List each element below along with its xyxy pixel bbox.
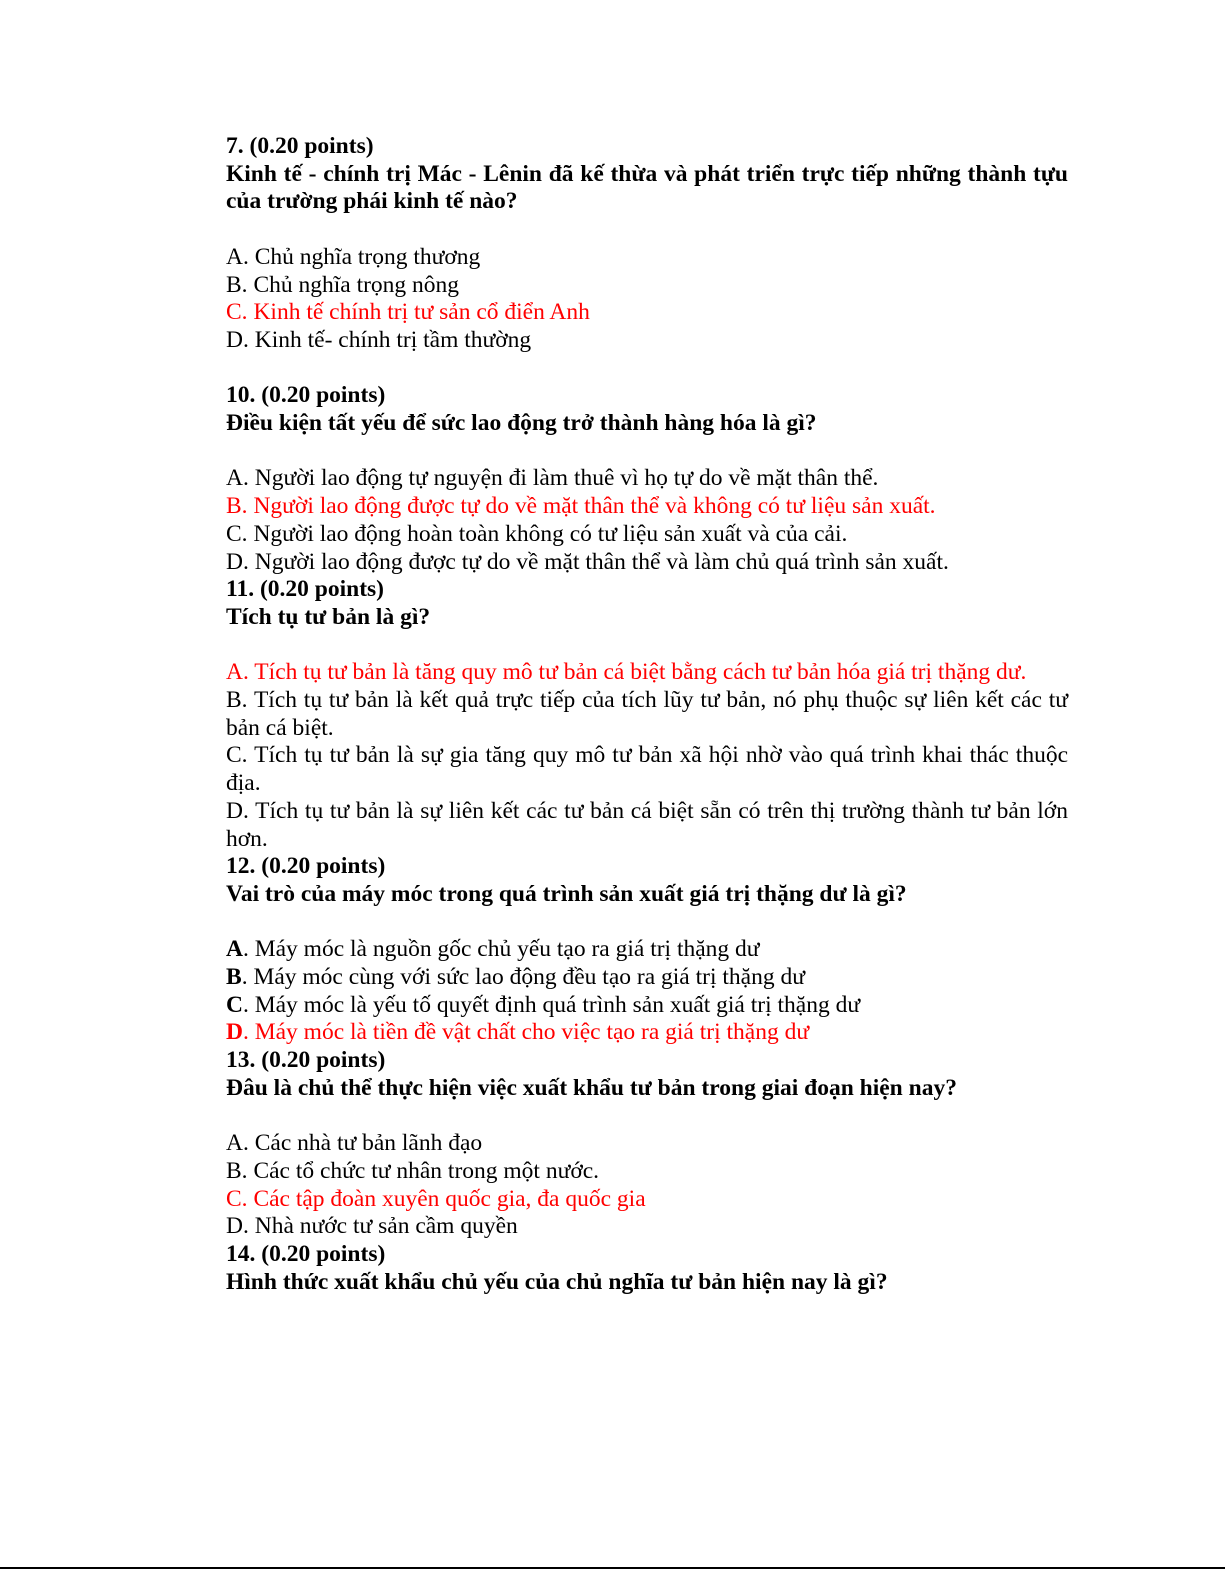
answer-option [226, 798, 1068, 853]
option-text: . Máy móc cùng với sức lao động đều tạo ra giá trị thặng dư [241, 964, 805, 991]
question-text: Vai trò của máy móc trong quá trình sản xuất giá trị thặng dư là gì? [226, 880, 907, 907]
question-text: Điều kiện tất yếu để sức lao động trở thành hàng hóa là gì? [226, 410, 817, 436]
answer-option-correct [226, 1186, 1068, 1214]
spacer [226, 438, 1068, 466]
option-text: Các tập đoàn xuyên quốc gia, đa quốc gia [247, 1185, 646, 1212]
question-header: 7. (0.20 points) [226, 133, 374, 159]
option-letter: A [226, 936, 243, 963]
answer-option [226, 992, 1068, 1020]
answer-option-correct [226, 493, 1068, 521]
answer-option [226, 964, 1068, 992]
option-letter: D. [226, 326, 249, 353]
answer-option [226, 465, 1068, 493]
option-letter: A. [226, 659, 249, 686]
answer-option [226, 521, 1068, 549]
option-letter: D. [226, 548, 249, 575]
option-letter: C [226, 991, 243, 1018]
answer-option [226, 549, 1068, 577]
spacer [226, 632, 1068, 660]
question-block [226, 382, 1068, 576]
option-text: Chủ nghĩa trọng thương [248, 243, 481, 270]
question-header: 11. (0.20 points) [226, 576, 384, 603]
option-text: Người lao động được tự do về mặt thân thể và không có tư liệu sản xuất. [247, 493, 936, 520]
question-block [226, 853, 1068, 1047]
option-letter: A. [226, 465, 249, 492]
option-text: Người lao động tự nguyện đi làm thuê vì họ tự do về mặt thân thể. [248, 465, 879, 492]
answer-option-correct [226, 299, 1068, 327]
option-text: Tích tụ tư bản là tăng quy mô tư bản cá biệt bằng cách tư bản hóa giá trị thặng dư. [248, 659, 1027, 686]
option-letter: B. [226, 493, 248, 520]
option-text: Tích tụ tư bản là sự liên kết các tư bản cá biệt sẵn có trên thị trường thành tư bản lớn hơn. [226, 797, 1068, 852]
question-text: Kinh tế - chính trị Mác - Lênin đã kế thừa và phát triển trực tiếp những thành tựu của trường phái kinh tế nào? [226, 160, 1068, 215]
question-text: Tích tụ tư bản là gì? [226, 603, 431, 630]
option-text: Người lao động hoàn toàn không có tư liệu sản xuất và của cải. [247, 520, 848, 547]
answer-option [226, 327, 1068, 355]
answer-option [226, 742, 1068, 797]
page-bottom-rule [0, 1567, 1225, 1569]
option-text: Tích tụ tư bản là sự gia tăng quy mô tư bản xã hội nhờ vào quá trình khai thác thuộc địa. [226, 742, 1068, 797]
option-letter: B [226, 964, 242, 991]
option-letter: B. [226, 1157, 248, 1184]
question-block [226, 133, 1068, 382]
option-letter: C. [226, 1185, 248, 1212]
question-header: 10. (0.20 points) [226, 382, 386, 409]
quiz-document [226, 133, 1068, 1296]
option-letter: A. [226, 1130, 249, 1157]
option-text: . Máy móc là nguồn gốc chủ yếu tạo ra giá trị thặng dư [242, 936, 760, 963]
option-text: Chủ nghĩa trọng nông [247, 271, 460, 298]
option-text: Tích tụ tư bản là kết quả trực tiếp của tích lũy tư bản, nó phụ thuộc sự liên kết các tư bản cá biệt. [226, 687, 1068, 741]
option-text: Nhà nước tư sản cầm quyền [248, 1213, 518, 1240]
option-letter: C. [226, 520, 248, 547]
answer-option [226, 272, 1068, 300]
answer-option [226, 1213, 1068, 1241]
option-letter: B. [226, 271, 248, 298]
option-text: Kinh tế- chính trị tầm thường [248, 326, 532, 353]
option-letter: C. [226, 742, 248, 769]
option-text: . Máy móc là yếu tố quyết định quá trình sản xuất giá trị thặng dư [242, 991, 861, 1018]
option-letter: C. [226, 299, 248, 326]
option-text: . Máy móc là tiền đề vật chất cho việc tạo ra giá trị thặng dư [242, 1019, 810, 1046]
answer-option [226, 1130, 1068, 1158]
question-text: Đâu là chủ thể thực hiện việc xuất khẩu tư bản trong giai đoạn hiện nay? [226, 1074, 957, 1101]
option-letter: D [226, 1019, 243, 1046]
spacer [226, 909, 1068, 937]
spacer [226, 1103, 1068, 1131]
option-letter: D. [226, 797, 249, 824]
spacer [226, 216, 1068, 244]
answer-option-correct [226, 1019, 1068, 1047]
option-text: Người lao động được tự do về mặt thân thể và làm chủ quá trình sản xuất. [248, 548, 949, 575]
option-text: Kinh tế chính trị tư sản cổ điển Anh [247, 299, 590, 326]
answer-option [226, 244, 1068, 272]
answer-option [226, 687, 1068, 742]
question-block [226, 576, 1068, 853]
question-text: Hình thức xuất khẩu chủ yếu của chủ nghĩa tư bản hiện nay là gì? [226, 1268, 888, 1295]
question-header: 12. (0.20 points) [226, 853, 386, 880]
question-header: 14. (0.20 points) [226, 1241, 386, 1268]
question-header: 13. (0.20 points) [226, 1047, 386, 1074]
spacer [226, 355, 1068, 383]
option-text: Các tổ chức tư nhân trong một nước. [247, 1157, 600, 1184]
answer-option [226, 936, 1068, 964]
question-block [226, 1047, 1068, 1241]
option-letter: A. [226, 243, 249, 270]
option-letter: B. [226, 687, 248, 713]
option-letter: D. [226, 1213, 249, 1240]
answer-option [226, 1158, 1068, 1186]
option-text: Các nhà tư bản lãnh đạo [248, 1130, 483, 1157]
question-block [226, 1241, 1068, 1296]
answer-option-correct [226, 659, 1068, 687]
